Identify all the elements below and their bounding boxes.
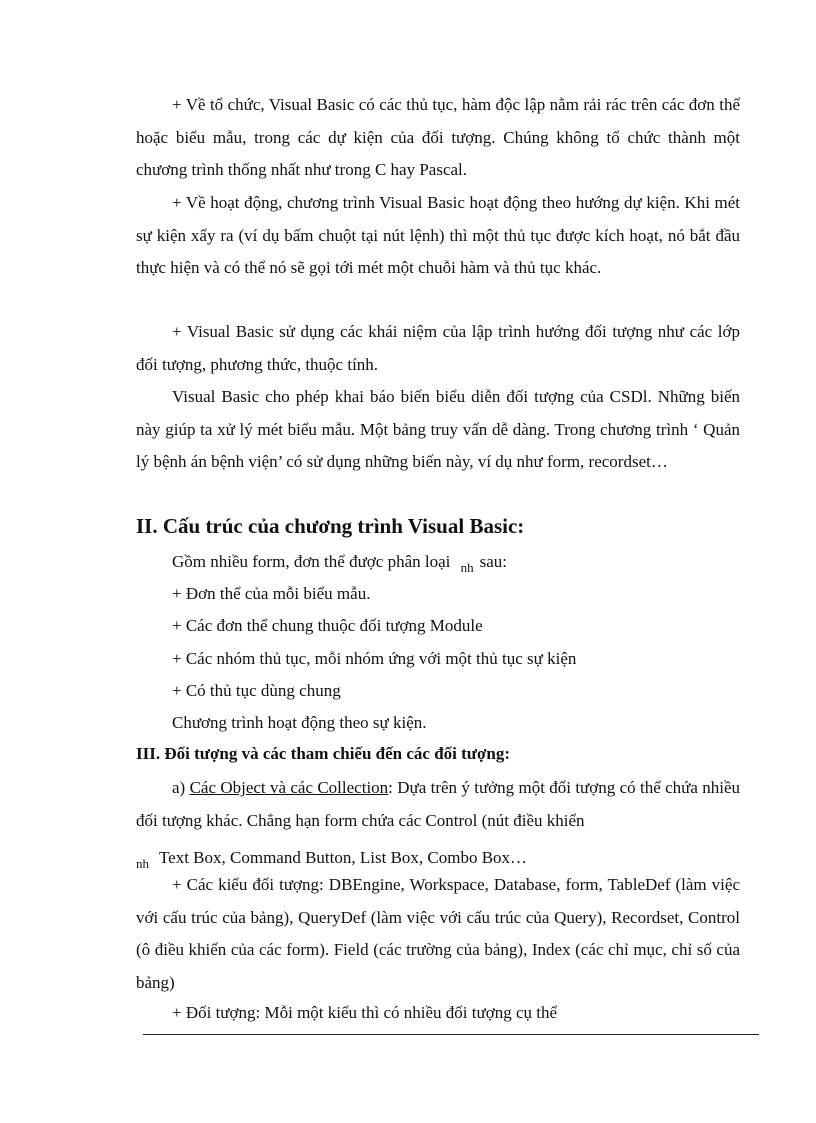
structure-intro-text: Gồm nhiều form, đơn thể được phân loại	[172, 552, 451, 571]
paragraph-oop-concepts: + Visual Basic sử dụng các khái niệm của lập trình hướng đối tượng như các lớp đối tượng, phương thức, thuộc tính.	[136, 322, 740, 374]
section-heading-structure: II. Cấu trúc của chương trình Visual Basic:	[136, 514, 525, 538]
structure-intro-end: sau:	[479, 552, 507, 571]
subscript-fragment: nh	[460, 560, 474, 575]
structure-item-procedure-groups: + Các nhóm thủ tục, mỗi nhóm ứng với một thủ tục sự kiện	[172, 649, 577, 668]
item-label: a)	[172, 778, 186, 797]
paragraph-object-instances: + Đối tượng: Mỗi một kiểu thì có nhiều đối tượng cụ thể	[172, 1003, 558, 1022]
structure-item-form-module: + Đơn thể của mỗi biểu mẫu.	[172, 584, 371, 603]
paragraph-operation: + Về hoạt động, chương trình Visual Basic hoạt động theo hướng dự kiện. Khi mét sự kiện xẩy ra (ví dụ bấm chuột tại nút lệnh) thì một thủ tục được kích hoạt, nó bắt đầu thực hiện và có thể nó sẽ gọi tới mét một chuỗi hàm và thủ tục khác.	[136, 193, 740, 277]
objects-collections-text: : Dựa trên ý tưởng một đối tượng có thể chứa nhiều đối tượng khác. Chẳng hạn form chứa các Control (nút điều khiển	[136, 778, 740, 830]
objects-controls-line	[136, 846, 527, 871]
paragraph-organization: + Về tổ chức, Visual Basic có các thủ tục, hàm độc lập nằm rải rác trên các đơn thể hoặc biểu mẫu, trong các dự kiện của đối tượng. Chúng không tổ chức thành một chương trình thống nhất như trong C hay Pascal.	[136, 95, 740, 179]
controls-list: Text Box, Command Button, List Box, Combo Box…	[158, 848, 528, 867]
paragraph-object-types: + Các kiểu đối tượng: DBEngine, Workspace, Database, form, TableDef (làm việc với cấu trúc của bảng), QueryDef (làm việc với cấu trúc của Query), Recordset, Control (ô điều khiển của các form). Field (các trường của bảng), Index (các chỉ mục, chỉ số của bảng)	[136, 875, 740, 992]
subscript-fragment: nh	[136, 856, 149, 871]
paragraph-database-variables: Visual Basic cho phép khai báo biến biểu diễn đối tượng của CSDl. Những biến này giúp ta xử lý mét biểu mẫu. Một bảng truy vấn dễ dàng. Trong chương trình ‘ Quản lý bệnh án bệnh viện’ có sử dụng những biến này, ví dụ như form, recordset…	[136, 387, 740, 471]
structure-event-driven-line: Chương trình hoạt động theo sự kiện.	[172, 713, 427, 732]
section-heading-objects: III. Đối tượng và các tham chiếu đến các đối tượng:	[136, 744, 511, 763]
paragraph-objects-collections	[136, 772, 740, 837]
structure-item-shared-procedures: + Có thủ tục dùng chung	[172, 681, 341, 700]
footer-rule	[143, 1034, 759, 1035]
structure-intro-line	[172, 550, 507, 575]
structure-item-common-module: + Các đơn thể chung thuộc đối tượng Module	[172, 616, 483, 635]
objects-collections-term: Các Object và các Collection	[189, 778, 389, 797]
